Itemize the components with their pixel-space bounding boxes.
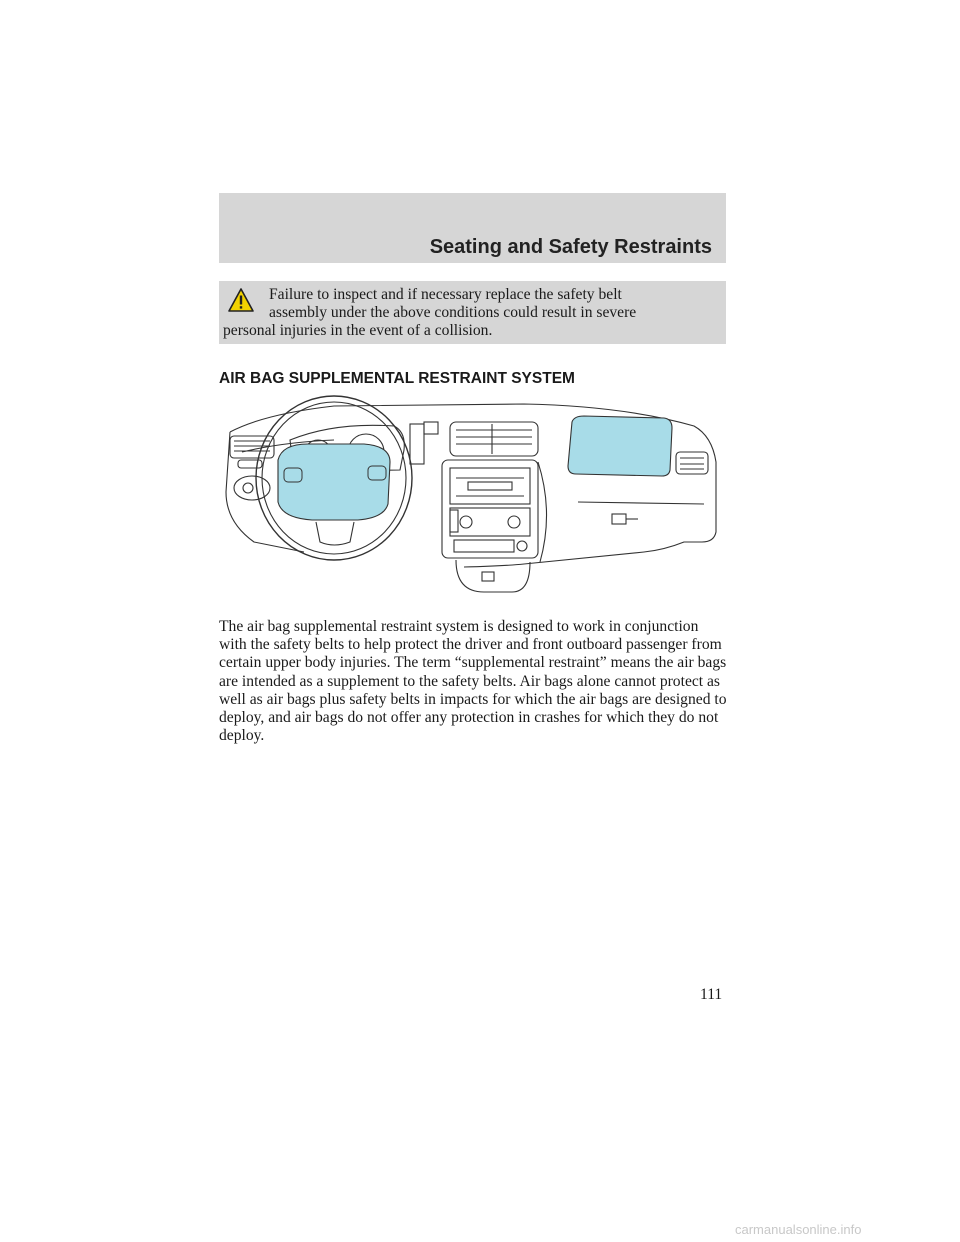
section-heading: AIR BAG SUPPLEMENTAL RESTRAINT SYSTEM	[219, 370, 575, 387]
warning-box	[219, 281, 726, 344]
section-title: Seating and Safety Restraints	[429, 236, 712, 258]
warning-text: Failure to inspect and if necessary replace the safety belt assembly under the above conditions could result in severe personal injuries in the event of a collision.	[223, 286, 637, 339]
dashboard-airbag-illustration	[224, 392, 724, 594]
page-number: 111	[700, 986, 723, 1003]
watermark-text: carmanualsonline.info	[735, 1222, 862, 1237]
section-header-band	[219, 193, 726, 263]
body-paragraph: The air bag supplemental restraint system is designed to work in conjunction with the safety belts to help protect the driver and front outboard passenger from certain upper body injuries. The term “supplemental restraint” means the air bags are intended as a supplement to the safety belts. Air bags alone cannot protect as well as air bags plus safety belts in impacts for which the air bags are designed to deploy, and air bags do not offer any protection in crashes for which they do not deploy.	[219, 618, 727, 745]
